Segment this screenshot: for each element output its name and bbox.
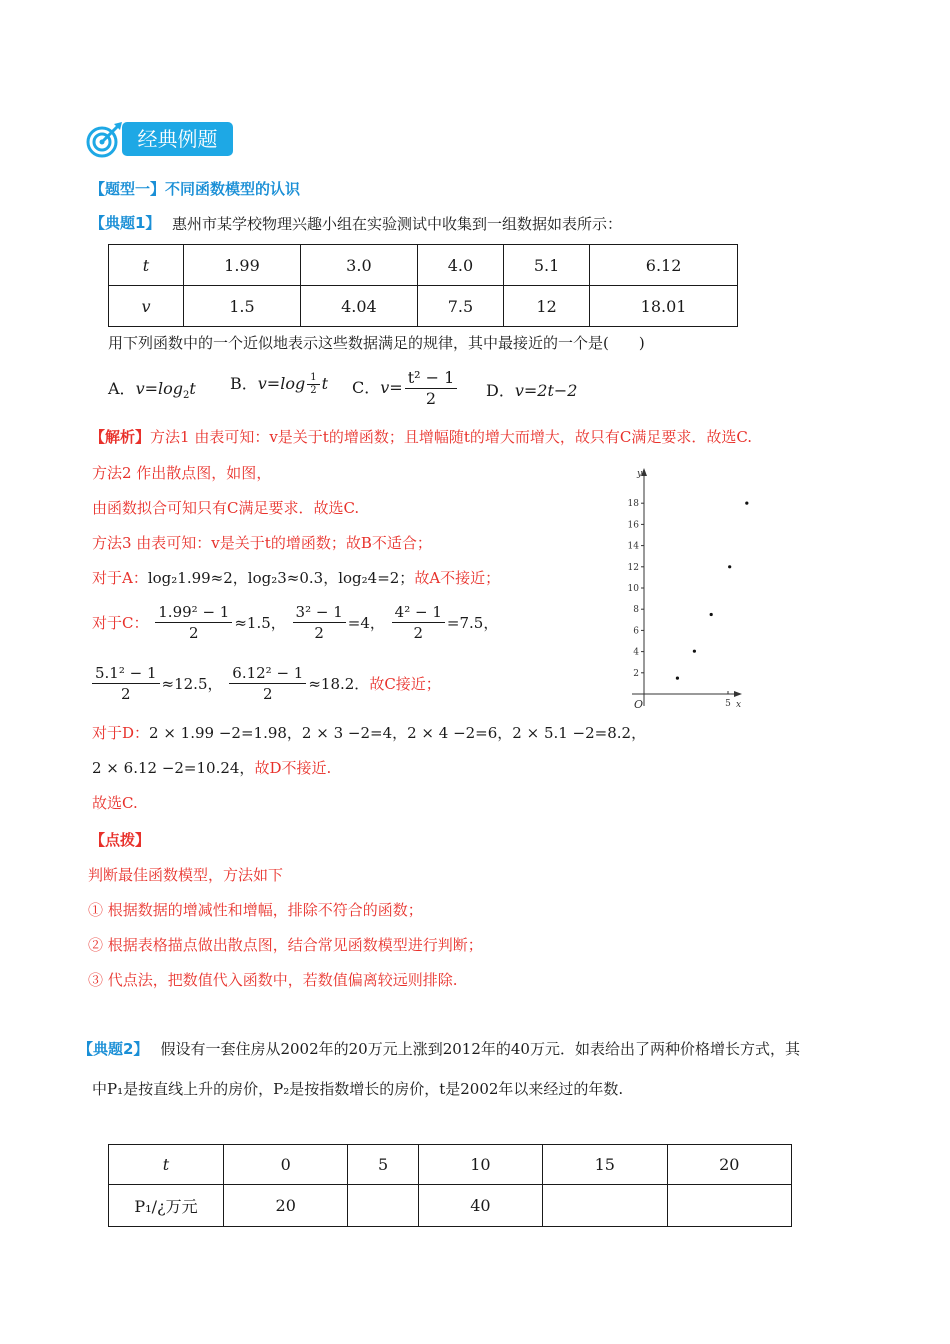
fraction: $\frac{\text{3² − 1}}{2}$ — [293, 602, 346, 643]
section-title: 【题型一】不同函数模型的认识 — [90, 180, 301, 198]
table-cell: 18.01 — [590, 286, 738, 327]
solution-line-c1: 对于C： $\frac{\text{1.99² − 1}}{2}$ ≈1.5， $\frac{\text{3² − 1}}{2}$ =4， $\frac{\text{4² − 1}}{2}$ =7.5， — [92, 603, 499, 642]
table-row — [109, 1145, 792, 1185]
price-table — [108, 1144, 792, 1227]
tip-item: ② 根据表格描点做出散点图，结合常见函数模型进行判断； — [88, 936, 483, 954]
table-cell — [348, 1185, 418, 1227]
example1-question: 用下列函数中的一个近似地表示这些数据满足的规律，其中最接近的一个是( ) — [108, 334, 645, 352]
y-tick-label: 4 — [633, 647, 639, 658]
tip-tag: 【点拨】 — [90, 831, 151, 849]
tip-item: ① 根据数据的增减性和增幅，排除不符合的函数； — [88, 901, 423, 919]
table-row — [109, 1185, 792, 1227]
table-cell: 6.12 — [590, 245, 738, 286]
y-tick-label: 14 — [627, 541, 639, 552]
fraction: $\frac{\text{t² − 1}}{2}$ — [405, 368, 458, 409]
table-cell: 5 — [348, 1145, 418, 1185]
example1-tag: 【典题1】 — [90, 214, 161, 232]
scatter-point — [693, 650, 696, 653]
solution-line-d1: 对于D：2 × 1.99 −2=1.98，2 × 3 −2=4，2 × 4 −2=6，2 × 5.1 −2=8.2， — [92, 724, 647, 742]
table-cell: 3.0 — [300, 245, 417, 286]
table-cell: 4.0 — [417, 245, 503, 286]
option-c[interactable]: C．v= $\frac{\text{t² − 1}}{2}$ — [352, 368, 459, 409]
table-cell: 20 — [667, 1145, 791, 1185]
section-badge: 经典例题 — [122, 122, 233, 156]
target-icon — [84, 120, 124, 160]
table-cell: 4.04 — [300, 286, 417, 327]
scatter-point — [710, 613, 713, 616]
y-tick-label: 10 — [627, 584, 639, 594]
solution-line-d2: 2 × 6.12 −2=10.24，故D不接近. — [92, 759, 332, 777]
table-row — [109, 245, 738, 286]
solution-line-4: 方法3 由表可知：v是关于t的增函数；故B不适合； — [92, 534, 432, 552]
table-cell: 7.5 — [417, 286, 503, 327]
table-row-label: P₁/¿万元 — [109, 1185, 224, 1227]
table-cell: 10 — [418, 1145, 542, 1185]
example2-line-1: 【典题2】 假设有一套住房从2002年的20万元上涨到2012年的40万元．如表给出了两种价格增长方式，其 — [78, 1040, 800, 1058]
solution-line-a: 对于A：log₂1.99≈2，log₂3≈0.3，log₂4=2；故A不接近； — [92, 569, 501, 587]
y-tick-label: 8 — [633, 605, 639, 616]
example1-stem: 惠州市某学校物理兴趣小组在实验测试中收集到一组数据如表所示： — [172, 215, 623, 233]
table-cell: 20 — [224, 1185, 348, 1227]
option-d[interactable]: D．v=2t−2 — [486, 381, 578, 400]
solution-line-2: 方法2 作出散点图，如图， — [92, 464, 272, 482]
x-axis-arrow — [734, 691, 742, 697]
x-axis-label: x — [736, 700, 742, 710]
y-tick-label: 6 — [633, 626, 639, 637]
option-b[interactable]: B．v=log $\frac{1}{2}$ t — [230, 372, 329, 396]
table-cell: 40 — [418, 1185, 542, 1227]
data-table — [108, 244, 738, 327]
table-row-label: t — [109, 245, 184, 286]
scatter-point — [745, 501, 748, 504]
fraction: $\frac{\text{1.99² − 1}}{2}$ — [155, 602, 232, 643]
table-row — [109, 286, 738, 327]
solution-line-3: 由函数拟合可知只有C满足要求．故选C. — [92, 499, 360, 517]
table-cell: 5.1 — [504, 245, 590, 286]
fraction: $\frac{\text{5.1² − 1}}{2}$ — [92, 663, 160, 704]
table-row-label: v — [109, 286, 184, 327]
tip-item: ③ 代点法，把数值代入函数中，若数值偏离较远则排除. — [88, 971, 458, 989]
solution-line-1: 【解析】方法1 由表可知：v是关于t的增函数；且增幅随t的增大而增大，故只有C满足要求．故选C. — [90, 428, 753, 446]
y-axis-label: y — [637, 469, 643, 479]
y-tick-label: 18 — [627, 499, 639, 510]
solution-line-c2: $\frac{\text{5.1² − 1}}{2}$ ≈12.5， $\frac{\text{6.12² − 1}}{2}$ ≈18.2．故C接近； — [90, 663, 441, 704]
table-cell — [667, 1185, 791, 1227]
y-tick-label: 16 — [627, 520, 639, 531]
table-cell: 1.99 — [184, 245, 301, 286]
tip-intro: 判断最佳函数模型，方法如下 — [88, 866, 284, 884]
origin-label: O — [634, 698, 644, 711]
scatter-point — [728, 565, 731, 568]
fraction: $\frac{\text{6.12² − 1}}{2}$ — [229, 663, 306, 704]
scatter-chart — [620, 462, 750, 712]
example2-line-2: 中P₁是按直线上升的房价，P₂是按指数增长的房价，t是2002年以来经过的年数. — [92, 1080, 624, 1098]
x-tick-label: 5 — [725, 699, 731, 709]
option-a[interactable]: A．$v=\log_2t$ — [108, 379, 196, 402]
table-cell: 0 — [224, 1145, 348, 1185]
y-tick-label: 2 — [633, 668, 639, 679]
fraction: $\frac{1}{2}$ — [307, 372, 319, 397]
table-cell — [543, 1185, 667, 1227]
table-cell: 15 — [543, 1145, 667, 1185]
fraction: $\frac{\text{4² − 1}}{2}$ — [392, 602, 445, 643]
table-cell: 12 — [504, 286, 590, 327]
solution-conclusion: 故选C. — [92, 794, 138, 812]
table-cell: 1.5 — [184, 286, 301, 327]
y-tick-label: 12 — [627, 562, 639, 573]
scatter-point — [676, 677, 679, 680]
table-row-label: t — [109, 1145, 224, 1185]
